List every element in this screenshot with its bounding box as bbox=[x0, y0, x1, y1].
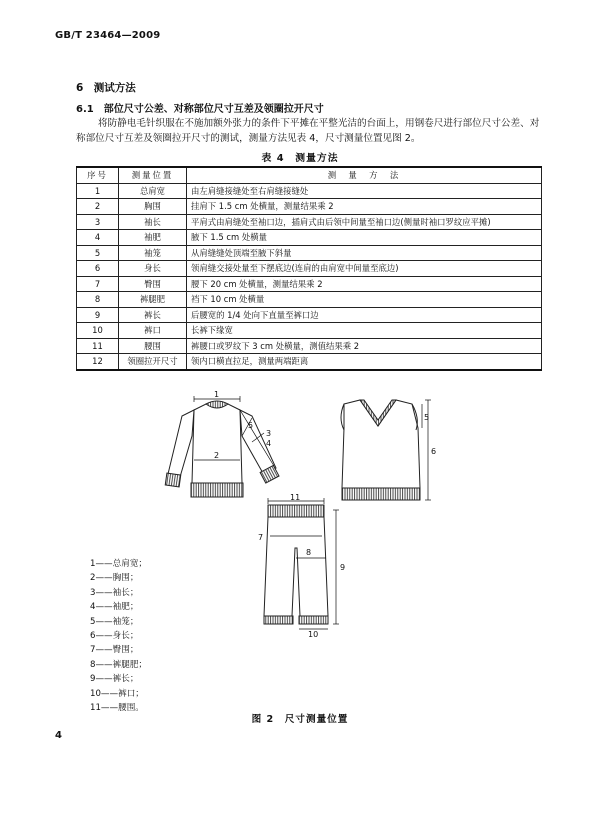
cell-method: 平肩式由肩缝处至袖口边，插肩式由后领中间量至袖口边(侧量时袖口罗纹应平摊) bbox=[187, 214, 542, 230]
page-number: 4 bbox=[55, 730, 62, 741]
cell-position: 臀围 bbox=[119, 276, 187, 292]
cell-method: 由左肩缝接缝处至右肩缝接缝处 bbox=[187, 183, 542, 199]
label-10: 10 bbox=[308, 630, 319, 638]
table-row bbox=[77, 292, 542, 308]
cell-index: 8 bbox=[77, 292, 119, 308]
label-5: 5 bbox=[248, 421, 254, 430]
measurement-position-figure bbox=[150, 388, 450, 638]
cell-method: 长裤下缘宽 bbox=[187, 323, 542, 339]
table-row bbox=[77, 338, 542, 354]
cell-index: 1 bbox=[77, 183, 119, 199]
table-row bbox=[77, 230, 542, 246]
table-row bbox=[77, 261, 542, 277]
cell-position: 裤长 bbox=[119, 307, 187, 323]
table-row bbox=[77, 183, 542, 199]
cell-method: 裆下 10 cm 处横量 bbox=[187, 292, 542, 308]
legend-item: 10——裤口； bbox=[90, 688, 144, 699]
table-row bbox=[77, 323, 542, 339]
trousers-drawing bbox=[264, 505, 328, 624]
table-caption: 表 4 测量方法 bbox=[261, 153, 339, 164]
cell-position: 总肩宽 bbox=[119, 183, 187, 199]
table-row bbox=[77, 199, 542, 215]
cell-position: 裤口 bbox=[119, 323, 187, 339]
legend-item: 9——裤长； bbox=[90, 674, 139, 685]
legend-item: 7——臀围； bbox=[90, 645, 139, 656]
measurement-method-table bbox=[76, 166, 542, 371]
legend-item: 3——袖长； bbox=[90, 587, 139, 598]
cell-index: 10 bbox=[77, 323, 119, 339]
cell-method: 从肩缝缝处顶端至腋下斜量 bbox=[187, 245, 542, 261]
standard-number-header: GB/T 23464—2009 bbox=[55, 30, 161, 41]
legend-item: 11——腰围。 bbox=[90, 703, 144, 714]
cell-position: 胸围 bbox=[119, 199, 187, 215]
table-row bbox=[77, 214, 542, 230]
label-4: 4 bbox=[266, 439, 272, 448]
table-header-row bbox=[77, 167, 542, 183]
legend-item: 1——总肩宽； bbox=[90, 559, 148, 569]
label-3: 3 bbox=[266, 429, 272, 438]
cell-position: 袖长 bbox=[119, 214, 187, 230]
cell-position: 袖肥 bbox=[119, 230, 187, 246]
legend-item: 4——袖肥； bbox=[90, 602, 139, 613]
table-row bbox=[77, 307, 542, 323]
label-2: 2 bbox=[214, 451, 220, 460]
legend-item: 2——胸围； bbox=[90, 573, 139, 584]
cell-index: 3 bbox=[77, 214, 119, 230]
label-5-vest: 5 bbox=[424, 413, 430, 422]
cell-index: 4 bbox=[77, 230, 119, 246]
label-7: 7 bbox=[258, 533, 264, 542]
cell-method: 腋下 1.5 cm 处横量 bbox=[187, 230, 542, 246]
section-heading: 6 测试方法 bbox=[76, 82, 136, 94]
cell-position: 腰围 bbox=[119, 338, 187, 354]
cell-position: 裤腿肥 bbox=[119, 292, 187, 308]
cell-method: 挂肩下 1.5 cm 处横量，测量结果乘 2 bbox=[187, 199, 542, 215]
cell-index: 11 bbox=[77, 338, 119, 354]
table-row bbox=[77, 245, 542, 261]
figure-legend bbox=[90, 557, 147, 715]
subsection-heading: 6.1 部位尺寸公差、对称部位尺寸互差及领圈拉开尺寸 bbox=[76, 104, 324, 115]
legend-item: 8——裤腿肥； bbox=[90, 659, 148, 670]
figure-caption: 图 2 尺寸测量位置 bbox=[251, 714, 349, 725]
cell-method: 腰下 20 cm 处横量，测量结果乘 2 bbox=[187, 276, 542, 292]
header-cell-index: 序号 bbox=[77, 167, 119, 183]
header-cell-method: 测 量 方 法 bbox=[187, 167, 542, 183]
cell-position: 身长 bbox=[119, 261, 187, 277]
table-row bbox=[77, 276, 542, 292]
label-1: 1 bbox=[214, 390, 220, 399]
cell-position: 袖笼 bbox=[119, 245, 187, 261]
label-8: 8 bbox=[306, 548, 312, 557]
header-cell-position: 测量位置 bbox=[119, 167, 187, 183]
vest-drawing bbox=[341, 400, 420, 500]
label-11: 11 bbox=[290, 493, 301, 502]
cell-index: 6 bbox=[77, 261, 119, 277]
cell-index: 9 bbox=[77, 307, 119, 323]
cell-index: 12 bbox=[77, 354, 119, 370]
sweater-drawing bbox=[165, 401, 279, 497]
cell-method: 裤腰口或罗纹下 3 cm 处横量，测值结果乘 2 bbox=[187, 338, 542, 354]
cell-index: 5 bbox=[77, 245, 119, 261]
legend-item: 5——袖笼； bbox=[90, 616, 139, 627]
cell-method: 后腰宽的 1/4 处向下直量至裤口边 bbox=[187, 307, 542, 323]
table-row bbox=[77, 354, 542, 370]
cell-index: 2 bbox=[77, 199, 119, 215]
cell-position: 领圈拉开尺寸 bbox=[119, 354, 187, 370]
label-9: 9 bbox=[340, 563, 346, 572]
cell-method: 领肩缝交接处量至下摆底边(连肩的由肩宽中间量至底边) bbox=[187, 261, 542, 277]
cell-index: 7 bbox=[77, 276, 119, 292]
cell-method: 领内口横直拉足，测量两端距离 bbox=[187, 354, 542, 370]
body-paragraph: 将防静电毛针织服在不施加额外张力的条件下平摊在平整光洁的台面上，用钢卷尺进行部位尺寸公差、对称部位尺寸互差及领圈拉开尺寸的测试，测量方法见表 4，尺寸测量位置见图 2。 bbox=[76, 118, 540, 144]
label-6: 6 bbox=[431, 447, 437, 456]
legend-item: 6——身长； bbox=[90, 631, 139, 642]
